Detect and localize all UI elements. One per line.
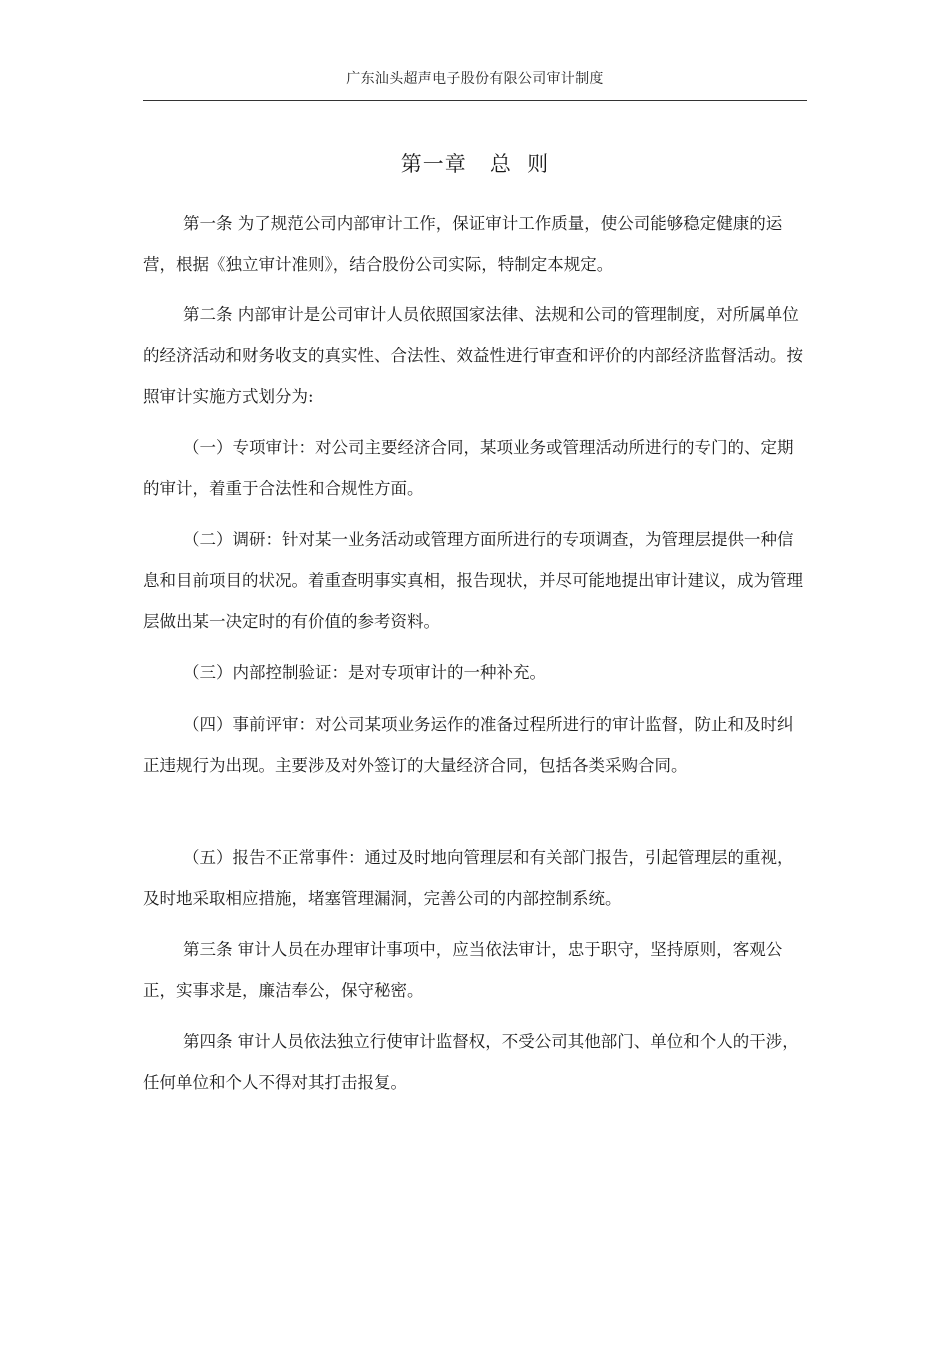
item-5-irregular-events: （五）报告不正常事件：通过及时地向管理层和有关部门报告，引起管理层的重视，及时地采取相应措施，堵塞管理漏洞，完善公司的内部控制系统。 xyxy=(143,848,794,908)
article-1: 第一条 为了规范公司内部审计工作，保证审计工作质量，使公司能够稳定健康的运营，根据《独立审计准则》，结合股份公司实际，特制定本规定。 xyxy=(143,214,783,274)
item-1-special-audit: （一）专项审计：对公司主要经济合同，某项业务或管理活动所进行的专门的、定期的审计，着重于合法性和合规性方面。 xyxy=(143,438,794,498)
article-4: 第四条 审计人员依法独立行使审计监督权，不受公司其他部门、单位和个人的干涉，任何单位和个人不得对其打击报复。 xyxy=(143,1032,799,1092)
page-header: 广东汕头超声电子股份有限公司审计制度 xyxy=(346,71,604,87)
article-3: 第三条 审计人员在办理审计事项中，应当依法审计，忠于职守，坚持原则，客观公正，实事求是，廉洁奉公，保守秘密。 xyxy=(143,940,783,1000)
article-2: 第二条 内部审计是公司审计人员依照国家法律、法规和公司的管理制度，对所属单位的经济活动和财务收支的真实性、合法性、效益性进行审查和评价的内部经济监督活动。按照审计实施方式划分为: xyxy=(143,305,803,406)
item-2-research: （二）调研：针对某一业务活动或管理方面所进行的专项调查，为管理层提供一种信息和目前项目的状况。着重查明事实真相，报告现状，并尽可能地提出审计建议，成为管理层做出某一决定时的有价值的参考资料。 xyxy=(143,530,803,631)
header-rule xyxy=(143,100,807,101)
item-3-internal-control: （三）内部控制验证：是对专项审计的一种补充。 xyxy=(183,663,546,682)
item-4-pre-review: （四）事前评审：对公司某项业务运作的准备过程所进行的审计监督，防止和及时纠正违规行为出现。主要涉及对外签订的大量经济合同，包括各类采购合同。 xyxy=(143,715,794,775)
chapter-title: 第一章 总 则 xyxy=(400,152,550,176)
